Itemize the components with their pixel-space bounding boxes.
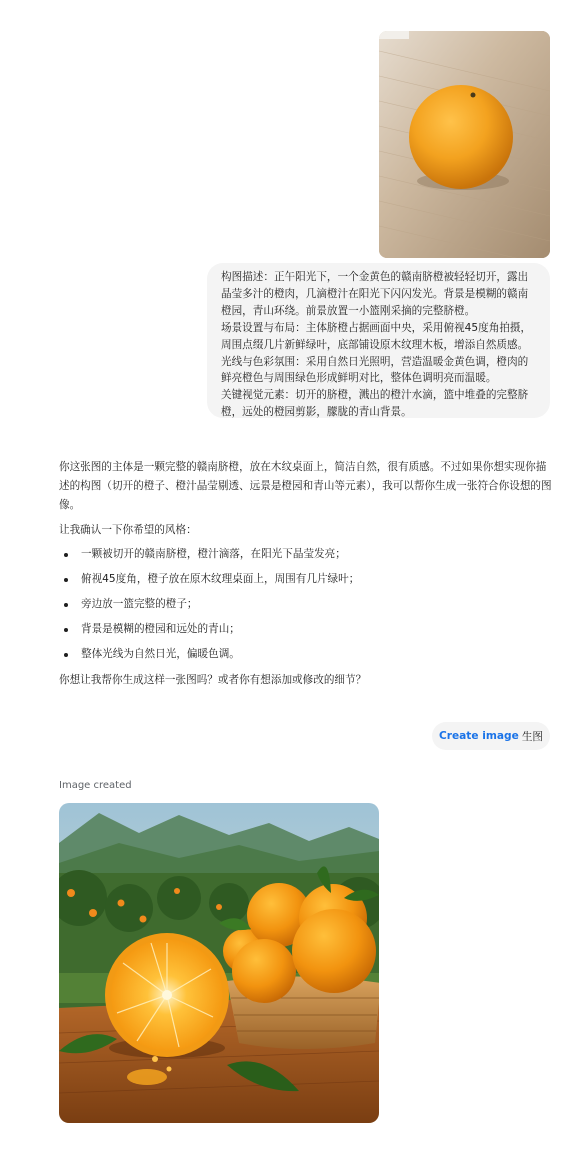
assistant-message bbox=[59, 458, 553, 690]
list-item: 俯视45度角，橙子放在原木纹理桌面上，周围有几片绿叶； bbox=[59, 570, 553, 589]
user-message-bubble bbox=[207, 263, 550, 418]
style-bullet-list bbox=[59, 545, 553, 664]
orange-orchard-scene bbox=[59, 803, 379, 1123]
create-image-button[interactable] bbox=[432, 722, 550, 750]
assistant-intro: 你这张图的主体是一颗完整的赣南脐橙，放在木纹桌面上，简洁自然，很有质感。不过如果你想实现你描述的构图（切开的橙子、橙汁晶莹剔透、远景是橙园和青山等元素），我可以帮你生成一张符合你设想的图像。 bbox=[59, 461, 552, 511]
assistant-closing: 你想让我帮你生成这样一张图吗？或者你有想添加或修改的细节？ bbox=[59, 674, 367, 686]
user-uploaded-image[interactable] bbox=[379, 31, 550, 258]
list-item: 旁边放一篮完整的橙子； bbox=[59, 595, 553, 614]
create-image-suffix: 生图 bbox=[521, 730, 544, 743]
list-item: 整体光线为自然日光，偏暖色调。 bbox=[59, 645, 553, 664]
user-message-line: 场景设置与布局：主体脐橙占据画面中央，采用俯视45度角拍摄，周围点缀几片新鲜绿叶，底部铺设原木纹理木板，增添自然质感。 bbox=[221, 321, 532, 351]
generated-image[interactable] bbox=[59, 803, 379, 1123]
orange-on-wood-photo bbox=[379, 31, 550, 258]
user-message-line: 光线与色彩氛围：采用自然日光照明，营造温暖金黄色调，橙肉的鲜亮橙色与周围绿色形成鲜明对比，整体色调明亮而温暖。 bbox=[221, 355, 529, 385]
create-image-link[interactable]: Create image bbox=[438, 730, 519, 742]
list-item: 背景是模糊的橙园和远处的青山； bbox=[59, 620, 553, 639]
assistant-lead: 让我确认一下你希望的风格： bbox=[59, 524, 197, 536]
user-message-line: 构图描述：正午阳光下，一个金黄色的赣南脐橙被轻轻切开，露出晶莹多汁的橙肉，几滴橙汁在阳光下闪闪发光。背景是模糊的赣南橙园，青山环绕。前景放置一小篮刚采摘的完整脐橙。 bbox=[221, 271, 529, 317]
list-item: 一颗被切开的赣南脐橙，橙汁滴落，在阳光下晶莹发亮； bbox=[59, 545, 553, 564]
user-message-line: 关键视觉元素：切开的脐橙，溅出的橙汁水滴，篮中堆叠的完整脐橙，远处的橙园剪影，朦胧的青山背景。 bbox=[221, 389, 529, 418]
image-created-label: Image created bbox=[59, 780, 132, 791]
